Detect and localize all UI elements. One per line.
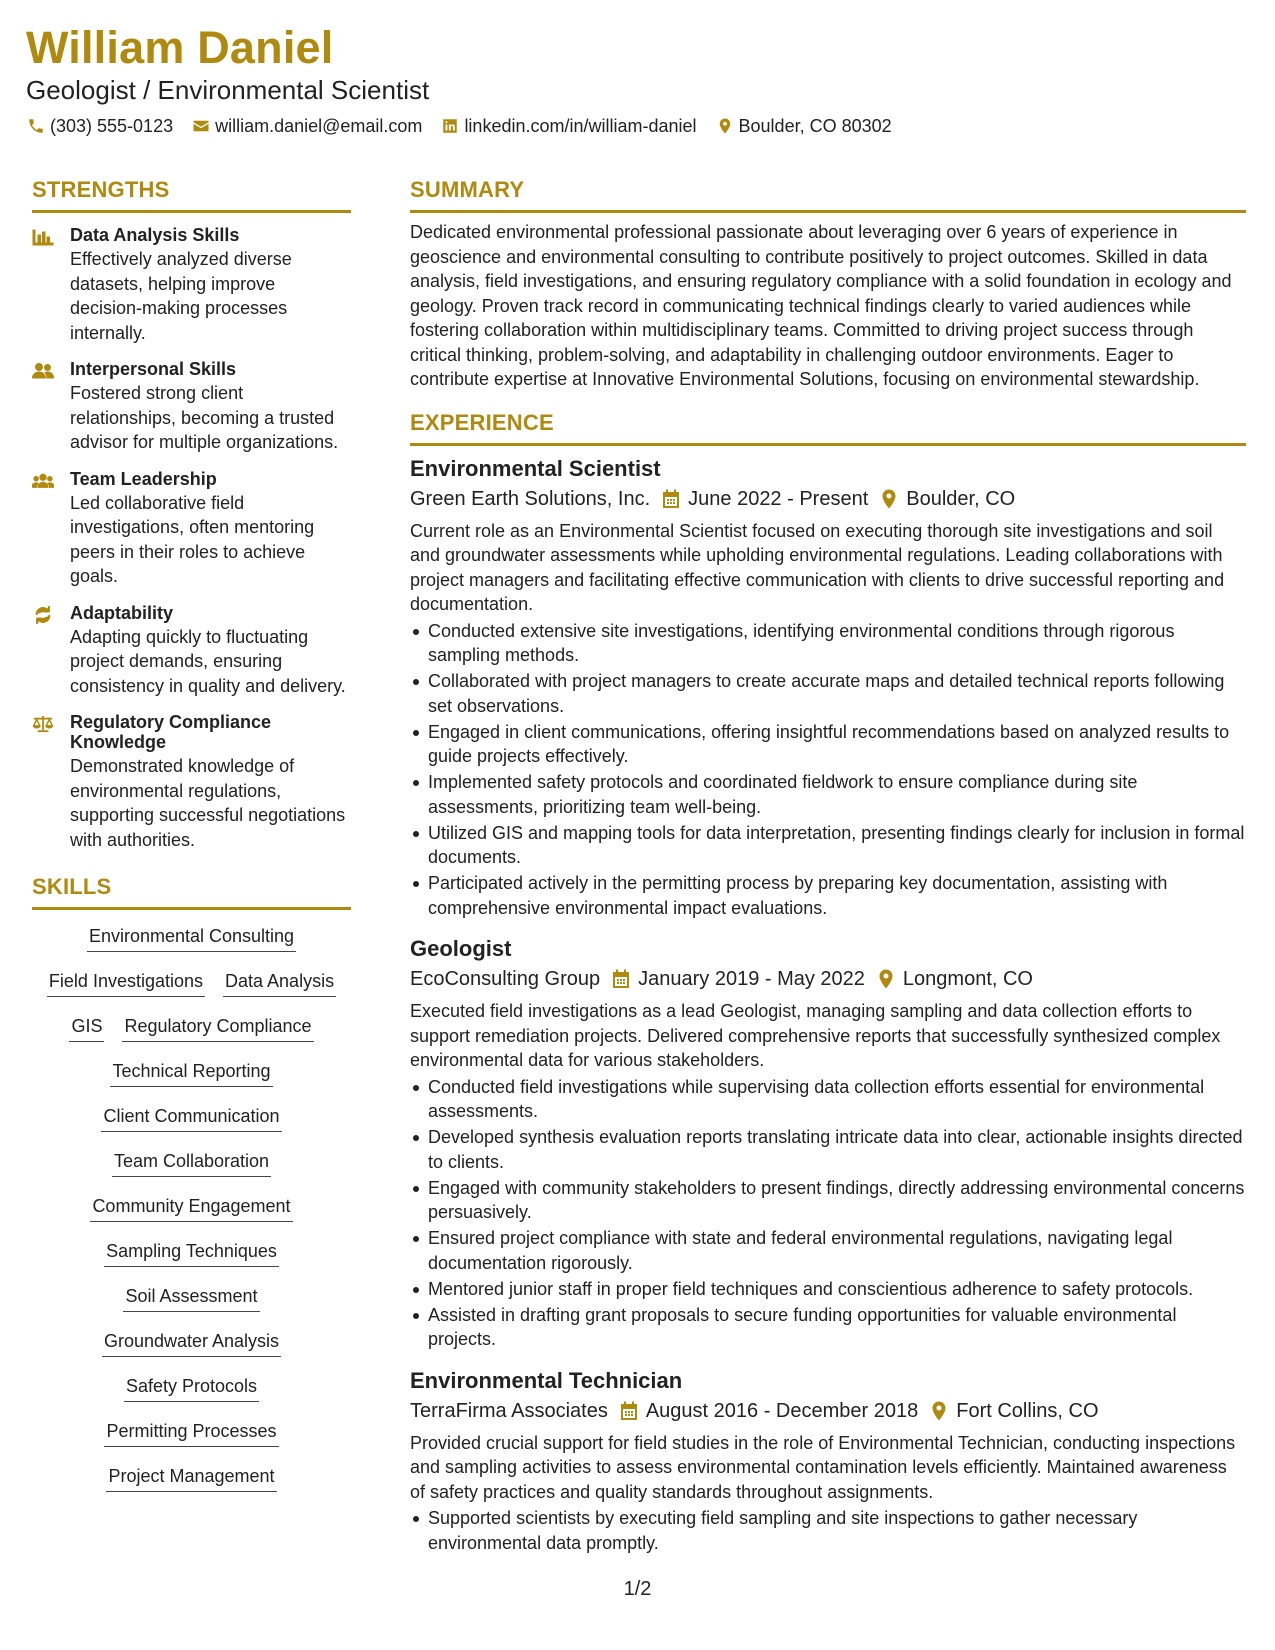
skill-tag: Permitting Processes (104, 1419, 278, 1447)
location-text: Boulder, CO 80302 (738, 116, 892, 136)
email-link[interactable]: william.daniel@email.com (215, 116, 423, 136)
job-company: TerraFirma Associates (410, 1399, 608, 1422)
left-column (32, 175, 351, 1509)
location-pin-icon (880, 489, 898, 509)
skills-section (32, 872, 351, 1509)
strengths-heading: STRENGTHS (32, 175, 351, 213)
contact-bar (26, 114, 1246, 138)
job-bullets (410, 619, 1246, 921)
bullet-item: Mentored junior staff in proper field techniques and conscientious adherence to safety protocols. (410, 1277, 1246, 1302)
skill-tag: Team Collaboration (112, 1149, 271, 1177)
job-meta (410, 1397, 1246, 1425)
skill-tag: Community Engagement (90, 1194, 292, 1222)
job-entry (410, 454, 1246, 921)
linkedin-icon (440, 116, 460, 136)
skill-tag: Technical Reporting (110, 1059, 272, 1087)
job-location: Longmont, CO (902, 968, 1033, 990)
skill-tag: Safety Protocols (124, 1374, 259, 1402)
job-title: Environmental Scientist (410, 455, 661, 481)
page-number: 1/2 (623, 1578, 652, 1600)
job-title: Environmental Technician (410, 1367, 683, 1393)
strength-title: Adaptability (70, 602, 174, 623)
job-dates: June 2022 - Present (688, 487, 869, 510)
strength-desc: Demonstrated knowledge of environmental regulations, supporting successful negotiations with authorities. (70, 756, 346, 850)
job-meta (410, 965, 1246, 993)
resume-header (26, 22, 1246, 138)
job-bullets (410, 1506, 1246, 1555)
skill-tag: Project Management (106, 1464, 276, 1492)
strength-title: Team Leadership (70, 468, 217, 489)
strength-title: Interpersonal Skills (70, 359, 237, 379)
bullet-item: Developed synthesis evaluation reports translating intricate data into clear, actionable insights directed to clients. (410, 1125, 1246, 1174)
skill-tag: Data Analysis (223, 969, 336, 997)
strength-desc: Effectively analyzed diverse datasets, helping improve decision-making processes internally. (70, 249, 292, 343)
skills-list (32, 924, 351, 1509)
strengths-list (32, 225, 351, 852)
bullet-item: Conducted field investigations while supervising data collection efforts essential for environmental assessments. (410, 1075, 1246, 1124)
bullet-item: Participated actively in the permitting process by preparing key documentation, assisting with comprehensive environmental impact evaluations. (410, 871, 1246, 920)
location-pin-icon (930, 1401, 948, 1421)
phone-text: (303) 555-0123 (50, 116, 174, 136)
phone-icon (26, 116, 46, 136)
strength-item (32, 359, 351, 455)
experience-section (410, 408, 1246, 1556)
skill-tag: Environmental Consulting (87, 924, 296, 952)
job-meta (410, 485, 1246, 513)
calendar-icon (662, 489, 680, 509)
bullet-item: Implemented safety protocols and coordinated fieldwork to ensure compliance during site assessments, prioritizing team well-being. (410, 770, 1246, 819)
job-dates: January 2019 - May 2022 (638, 968, 865, 990)
contact-phone (26, 114, 173, 138)
summary-text: Dedicated environmental professional passionate about leveraging over 6 years of experience in geoscience and environmental consulting to contribute positively to project outcomes. Skilled in data analysis, field investigations, and ensuring regulatory compliance with a solid foundation in ecology and geology. Proven track record in communicating technical findings clearly to varied audiences while fostering collaboration within multidisciplinary teams. Committed to driving project success through critical thinking, problem-solving, and adaptability in challenging outdoor environments. Eager to contribute expertise at Innovative Environmental Solutions, focusing on environmental stewardship. (410, 222, 1232, 389)
job-location: Boulder, CO (906, 487, 1016, 510)
strength-desc: Adapting quickly to fluctuating project demands, ensuring consistency in quality and delivery. (70, 626, 346, 696)
job-company: Green Earth Solutions, Inc. (410, 487, 651, 510)
job-description: Executed field investigations as a lead Geologist, managing sampling and data collection efforts to support remediation projects. Delivered comprehensive reports that successfully synthesized complex environmental data for various stakeholders. (410, 1001, 1221, 1070)
skill-tag: Client Communication (101, 1104, 281, 1132)
bar-chart-icon (32, 225, 70, 345)
right-column (410, 175, 1246, 1557)
bullet-item: Supported scientists by executing field sampling and site inspections to gather necessary environmental data promptly. (410, 1506, 1246, 1555)
job-entry (410, 934, 1246, 1352)
job-location: Fort Collins, CO (956, 1399, 1099, 1422)
job-description: Current role as an Environmental Scientist focused on executing thorough site investigations and soil and groundwater assessments while upholding environmental regulations. Leading collaborations with project managers and facilitating effective communication with clients to drive successful reporting and documentation. (410, 520, 1225, 614)
skill-tag: Regulatory Compliance (122, 1014, 313, 1042)
contact-location (715, 114, 892, 138)
job-dates: August 2016 - December 2018 (645, 1399, 919, 1422)
candidate-title: Geologist / Environmental Scientist (26, 75, 430, 105)
strength-item (32, 469, 351, 589)
envelope-icon (191, 116, 211, 136)
contact-email[interactable] (191, 114, 422, 138)
location-pin-icon (715, 116, 735, 136)
strength-item (32, 603, 351, 699)
skill-tag: Sampling Techniques (104, 1239, 279, 1267)
user-group-icon (32, 359, 70, 455)
bullet-item: Conducted extensive site investigations, identifying environmental conditions through rigorous sampling methods. (410, 619, 1246, 668)
strength-title: Data Analysis Skills (70, 225, 240, 245)
linkedin-link[interactable]: linkedin.com/in/william-daniel (464, 116, 697, 136)
job-title: Geologist (410, 936, 512, 961)
calendar-icon (612, 969, 630, 989)
job-bullets (410, 1075, 1246, 1352)
strength-title: Regulatory Compliance Knowledge (70, 712, 272, 752)
contact-linkedin[interactable] (440, 114, 696, 138)
skill-tag: Groundwater Analysis (102, 1329, 281, 1357)
strength-item (32, 712, 351, 852)
strength-desc: Led collaborative field investigations, often mentoring peers in their roles to achieve goals. (70, 492, 315, 586)
job-description: Provided crucial support for field studies in the role of Environmental Technician, conducting inspections and sampling activities to assess environmental contamination levels efficiently. Maintained awareness of safety practices and quality standards throughout assignments. (410, 1432, 1236, 1502)
team-icon (32, 469, 70, 589)
bullet-item: Utilized GIS and mapping tools for data interpretation, presenting findings clearly for inclusion in formal documents. (410, 821, 1246, 870)
skill-tag: GIS (69, 1014, 104, 1042)
location-pin-icon (877, 969, 895, 989)
bullet-item: Collaborated with project managers to create accurate maps and detailed technical reports following set observations. (410, 669, 1246, 718)
job-entry (410, 1366, 1246, 1556)
job-company: EcoConsulting Group (410, 968, 601, 990)
skill-tag: Field Investigations (47, 969, 205, 997)
bullet-item: Assisted in drafting grant proposals to secure funding opportunities for valuable environmental projects. (410, 1303, 1246, 1352)
summary-heading: SUMMARY (410, 175, 1246, 213)
candidate-name: William Daniel (26, 22, 334, 73)
strength-desc: Fostered strong client relationships, becoming a trusted advisor for multiple organizations. (70, 383, 339, 452)
skills-heading: SKILLS (32, 872, 351, 910)
refresh-icon (32, 603, 70, 699)
calendar-icon (620, 1401, 638, 1421)
scale-icon (32, 712, 70, 852)
bullet-item: Engaged in client communications, offering insightful recommendations based on analyzed results to guide projects effectively. (410, 720, 1246, 769)
strength-item (32, 225, 351, 345)
skill-tag: Soil Assessment (123, 1284, 259, 1312)
bullet-item: Engaged with community stakeholders to present findings, directly addressing environmental concerns persuasively. (410, 1176, 1246, 1225)
bullet-item: Ensured project compliance with state and federal environmental regulations, navigating legal documentation rigorously. (410, 1226, 1246, 1275)
experience-heading: EXPERIENCE (410, 408, 1246, 446)
